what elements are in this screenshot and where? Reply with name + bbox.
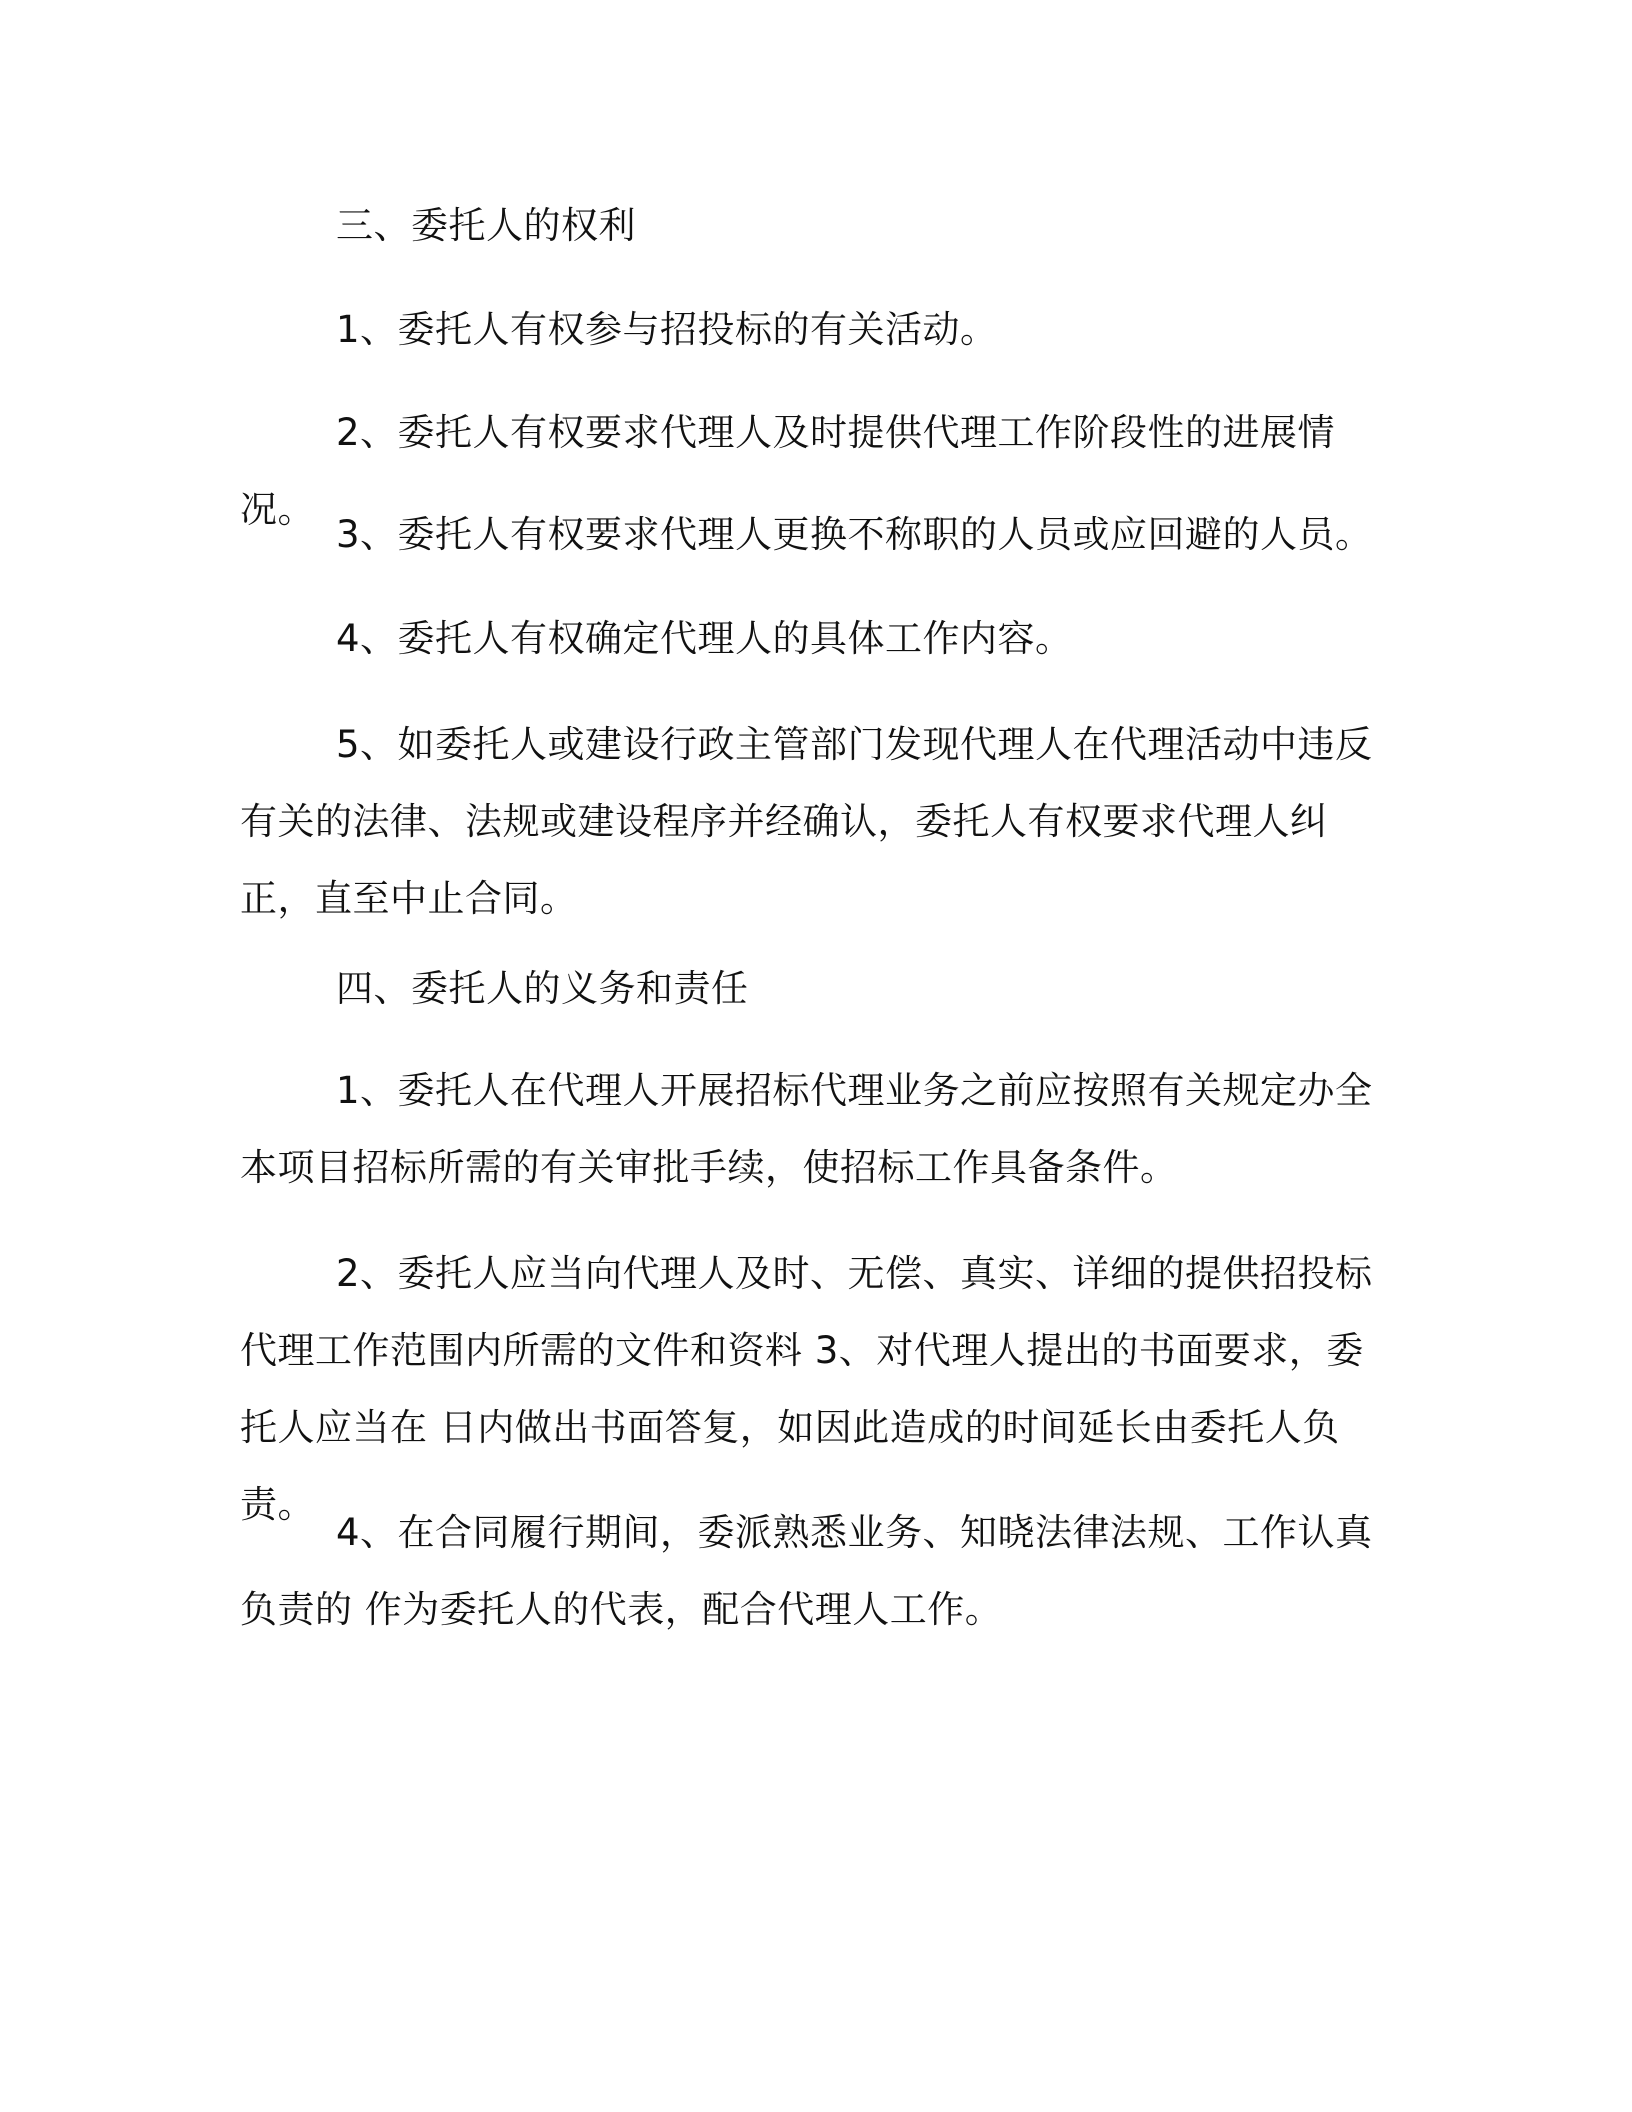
section-3-item-4: 4、委托人有权确定代理人的具体工作内容。 [336, 617, 1073, 660]
section-4-item-4: 4、在合同履行期间，委派熟悉业务、知晓法律法规、工作认真负责的 作为委托人的代表，配合代理人工作。 [240, 1511, 1373, 1631]
section-3-item-1: 1、委托人有权参与招投标的有关活动。 [336, 308, 998, 351]
section-3-item-2: 2、委托人有权要求代理人及时提供代理工作阶段性的进展情况。 [240, 411, 1336, 531]
section-3-heading: 三、委托人的权利 [336, 204, 636, 247]
section-4-item-2: 2、委托人应当向代理人及时、无偿、真实、详细的提供招投标代理工作范围内所需的文件和资料 3、对代理人提出的书面要求，委托人应当在 日内做出书面答复，如因此造成的时间延长由委托人负责。 [240, 1252, 1373, 1526]
section-3-item-5: 5、如委托人或建设行政主管部门发现代理人在代理活动中违反有关的法律、法规或建设程序并经确认，委托人有权要求代理人纠正，直至中止合同。 [240, 723, 1373, 920]
section-4-item-1: 1、委托人在代理人开展招标代理业务之前应按照有关规定办全本项目招标所需的有关审批手续，使招标工作具备条件。 [240, 1069, 1373, 1189]
section-4-heading: 四、委托人的义务和责任 [336, 967, 749, 1010]
section-3-item-3: 3、委托人有权要求代理人更换不称职的人员或应回避的人员。 [336, 513, 1373, 556]
